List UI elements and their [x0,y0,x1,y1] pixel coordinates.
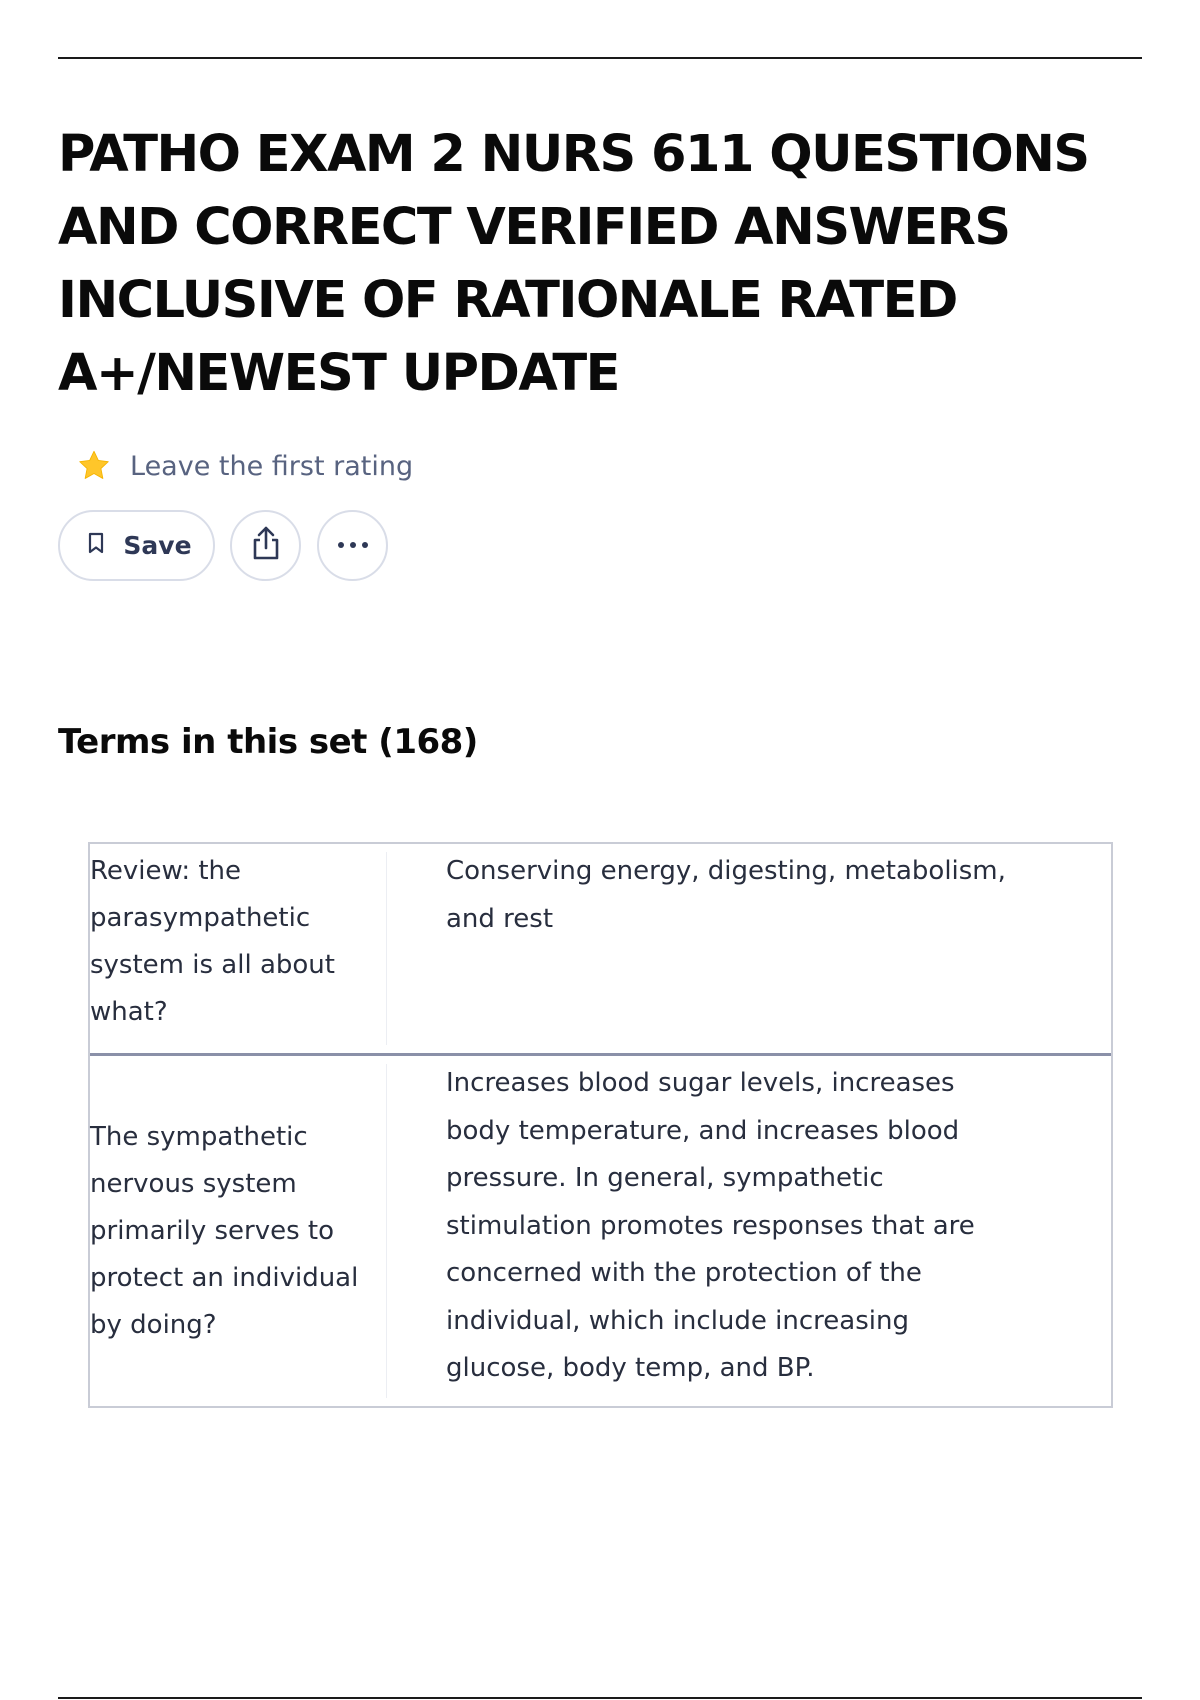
term-card[interactable] [90,1053,1111,1406]
rating-label: Leave the first rating [130,450,414,482]
term-text: The sympathetic nervous system primarily serves to protect an individual by doing? [90,1121,359,1340]
action-bar [58,510,388,581]
more-button[interactable] [317,510,388,581]
card-divider [386,1064,387,1398]
rating-prompt[interactable] [76,446,413,486]
terms-heading: Terms in this set (168) [58,722,478,762]
save-button[interactable] [58,510,215,581]
share-icon [249,524,283,567]
share-button[interactable] [230,510,301,581]
term-card[interactable] [90,844,1111,1053]
bookmark-icon [85,531,107,560]
definition-text: Increases blood sugar levels, increases body temperature, and increases blood pressure. In general, sympathetic stimulation promotes responses that are concerned with the protection of the individual, which include increasing glucose, body temp, and BP. [446,1068,975,1383]
star-icon [76,448,112,484]
terms-list [88,842,1113,1408]
more-icon [335,537,371,555]
bottom-rule [58,1697,1142,1699]
definition-text: Conserving energy, digesting, metabolism, and rest [446,856,1006,934]
top-rule [58,57,1142,59]
page-title: PATHO EXAM 2 NURS 611 QUESTIONS AND CORRECT VERIFIED ANSWERS INCLUSIVE OF RATIONALE RATED A+/NEWEST UPDATE [58,125,1089,403]
save-label: Save [123,531,192,560]
card-divider [386,852,387,1045]
term-text: Review: the parasympathetic system is all about what? [90,856,335,1027]
